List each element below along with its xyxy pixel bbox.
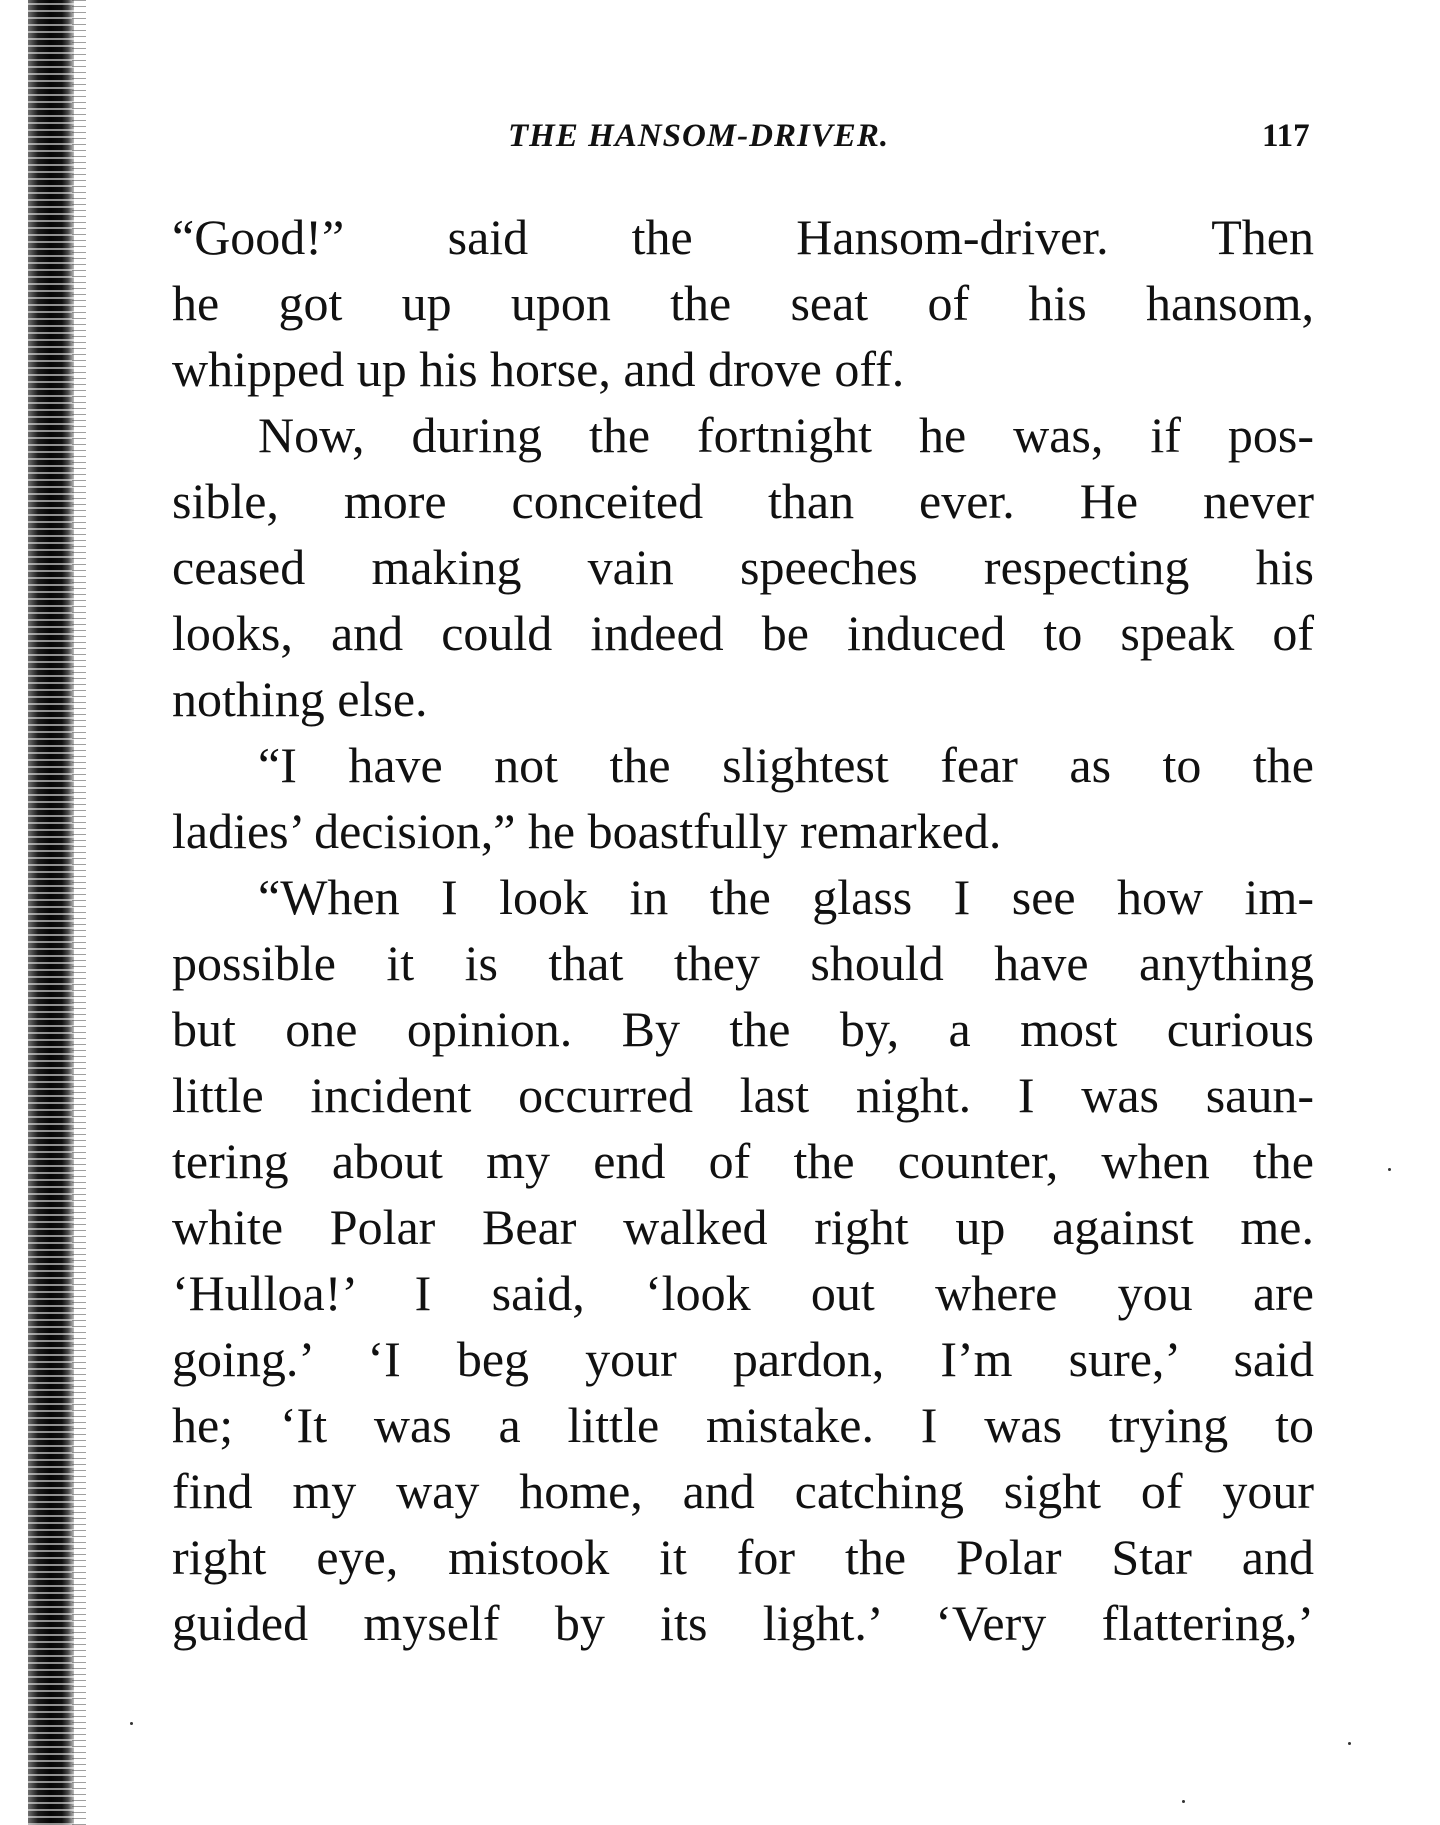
text-line: “I have not the slightest fear as to the [258, 737, 1314, 793]
scan-speck [130, 1722, 133, 1725]
text-line: nothing else. [172, 671, 428, 727]
text-line: tering about my end of the counter, when the [172, 1133, 1314, 1189]
text-line: “Good!” said the Hansom-driver. Then [172, 209, 1314, 265]
scan-speck [1348, 1742, 1351, 1745]
text-line: he got up upon the seat of his hansom, [172, 275, 1314, 331]
text-line: find my way home, and catching sight of your [172, 1463, 1314, 1519]
text-line: but one opinion. By the by, a most curious [172, 1001, 1314, 1057]
text-line: guided myself by its light.’ ‘Very flattering,’ [172, 1595, 1314, 1651]
text-line: going.’ ‘I beg your pardon, I’m sure,’ said [172, 1331, 1314, 1387]
body-text [172, 204, 1314, 1656]
page-binding-edge [28, 0, 74, 1825]
text-line: Now, during the fortnight he was, if pos- [258, 407, 1314, 463]
text-line: looks, and could indeed be induced to speak of [172, 605, 1314, 661]
scan-speck [1388, 1168, 1391, 1171]
text-line: little incident occurred last night. I was saun- [172, 1067, 1314, 1123]
text-line: “When I look in the glass I see how im- [258, 869, 1314, 925]
page-number: 117 [1262, 118, 1310, 154]
text-line: sible, more conceited than ever. He never [172, 473, 1314, 529]
text-line: ladies’ decision,” he boastfully remarked. [172, 803, 1002, 859]
text-line: ceased making vain speeches respecting his [172, 539, 1314, 595]
text-line: white Polar Bear walked right up against me. [172, 1199, 1314, 1255]
text-line: possible it is that they should have anything [172, 935, 1314, 991]
text-line: right eye, mistook it for the Polar Star and [172, 1529, 1314, 1585]
text-line: whipped up his horse, and drove off. [172, 341, 905, 397]
page-binding-fray [72, 0, 86, 1825]
scan-speck [1182, 1800, 1185, 1803]
text-line: he; ‘It was a little mistake. I was trying to [172, 1397, 1314, 1453]
running-head-title: THE HANSOM-DRIVER. [508, 118, 890, 154]
text-line: ‘Hulloa!’ I said, ‘look out where you are [172, 1265, 1314, 1321]
